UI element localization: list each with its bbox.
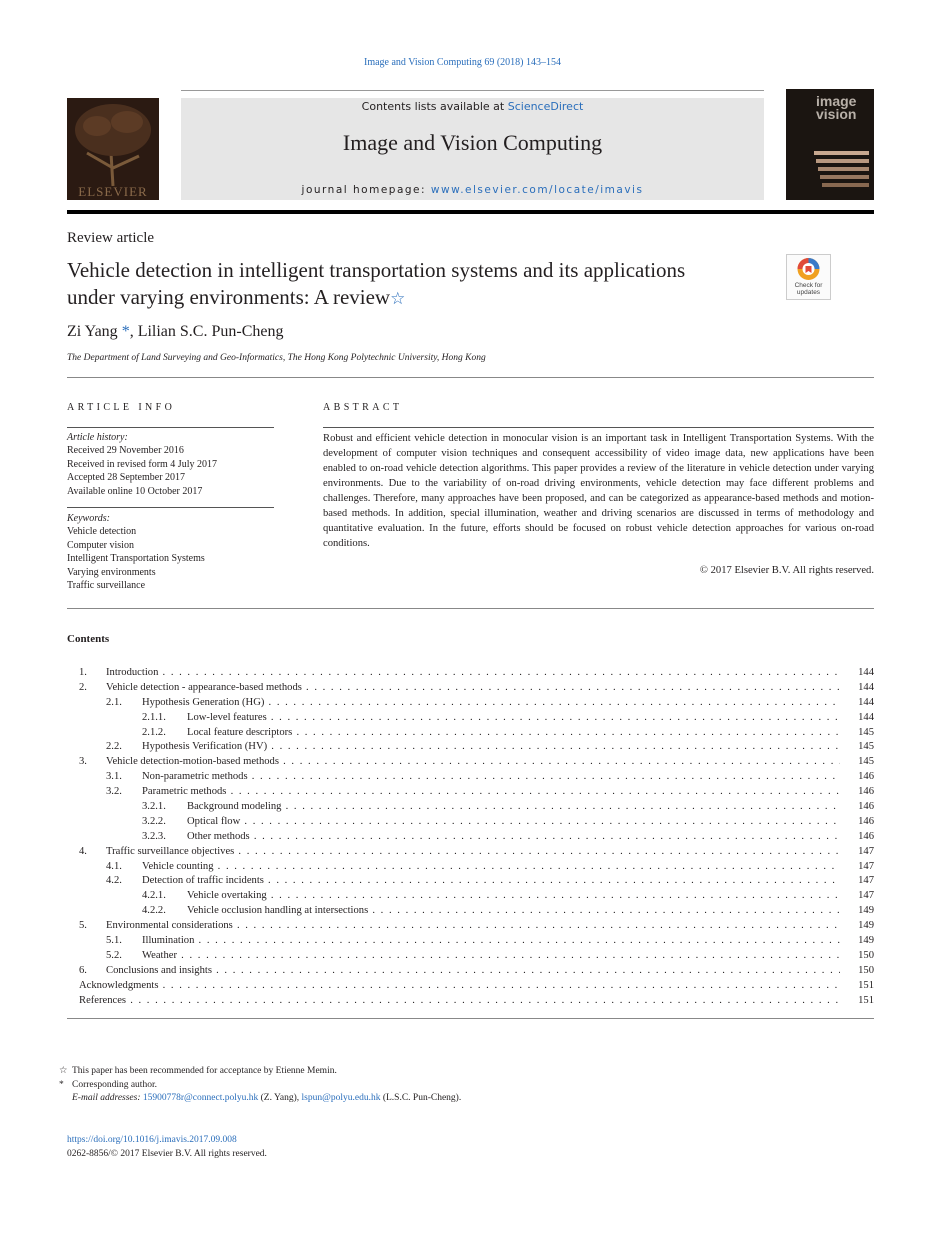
- toc-entry-title[interactable]: References . . .: [79, 994, 840, 1009]
- toc-entry[interactable]: [67, 800, 874, 815]
- history-item: Received in revised form 4 July 2017: [67, 458, 217, 470]
- banner-top-rule: [181, 90, 764, 91]
- journal-cover-thumbnail: [786, 89, 874, 200]
- toc-entry-number: 5.1.: [106, 935, 122, 947]
- divider: [67, 377, 874, 378]
- toc-entry[interactable]: [67, 874, 874, 889]
- divider: [67, 608, 874, 609]
- toc-entry-number: 1.: [79, 667, 87, 678]
- toc-entry[interactable]: [67, 770, 874, 785]
- toc-entry[interactable]: [67, 889, 874, 904]
- toc-entry[interactable]: [67, 815, 874, 830]
- affiliation: The Department of Land Surveying and Geo-Informatics, The Hong Kong Polytechnic University, Hong Kong: [67, 353, 486, 363]
- toc-entry[interactable]: [67, 979, 874, 994]
- elsevier-logo: [67, 98, 159, 200]
- toc-entry-title[interactable]: Detection of traffic incidents . . .: [142, 874, 840, 889]
- toc-entry-number: 6.: [79, 964, 87, 976]
- keyword: Traffic surveillance: [67, 580, 146, 592]
- toc-entry-number: 3.: [79, 756, 87, 768]
- toc-entry-page: 144: [858, 711, 874, 723]
- article-type: Review article: [67, 230, 155, 246]
- toc-entry[interactable]: [67, 726, 874, 741]
- contents-available-line: [181, 100, 764, 113]
- abstract-copyright: © 2017 Elsevier B.V. All rights reserved.: [699, 565, 874, 576]
- toc-entry[interactable]: [67, 755, 874, 770]
- toc-entry-page: 149: [858, 935, 874, 947]
- divider: [323, 427, 874, 428]
- toc-entry[interactable]: [67, 860, 874, 875]
- toc-entry-page: 145: [858, 741, 874, 753]
- toc-entry[interactable]: [67, 696, 874, 711]
- cover-title: image vision: [816, 93, 857, 122]
- toc-entry-number: 2.: [79, 681, 87, 693]
- toc-entry-title[interactable]: Weather . . .: [142, 949, 840, 964]
- toc-entry[interactable]: [67, 845, 874, 860]
- toc-entry[interactable]: [67, 681, 874, 696]
- article-title-text: Vehicle detection in intelligent transportation systems and its applications under varying environments: A review: [67, 258, 686, 309]
- author-list: [67, 323, 283, 341]
- toc-entry-title[interactable]: Hypothesis Verification (HV) . . .: [142, 740, 840, 755]
- toc-entry-page: 147: [858, 860, 874, 872]
- toc-entry-page: 146: [858, 830, 874, 842]
- toc-entry-page: 151: [858, 979, 874, 991]
- keywords: [67, 512, 205, 592]
- abstract-heading: ABSTRACT: [323, 402, 403, 413]
- keyword: Computer vision: [67, 539, 134, 551]
- elsevier-logo-text: ELSEVIER: [78, 184, 148, 199]
- footnote-star-mark: ☆: [59, 1066, 68, 1076]
- toc-entry[interactable]: [67, 994, 874, 1009]
- issn-copyright: 0262-8856/© 2017 Elsevier B.V. All rights reserved.: [67, 1149, 267, 1159]
- toc-entry-page: 147: [858, 890, 874, 902]
- journal-homepage-line: [181, 184, 764, 196]
- keyword: Varying environments: [67, 566, 156, 578]
- journal-banner: [181, 98, 764, 200]
- check-updates-label: Check for updates: [794, 282, 823, 296]
- toc-entry[interactable]: [67, 964, 874, 979]
- toc-entry[interactable]: [67, 904, 874, 919]
- journal-reference-link[interactable]: Image and Vision Computing 69 (2018) 143–154: [364, 57, 561, 68]
- toc-entry-page: 147: [858, 875, 874, 887]
- email-name-pun-cheng: (L.S.C. Pun-Cheng).: [380, 1093, 462, 1103]
- header-thick-rule: [67, 210, 874, 214]
- doi-link[interactable]: https://doi.org/10.1016/j.imavis.2017.09.008: [67, 1135, 237, 1145]
- journal-name: Image and Vision Computing: [342, 130, 603, 155]
- footnotes: [59, 1065, 462, 1106]
- toc-entry[interactable]: [67, 666, 874, 681]
- toc-entry[interactable]: [67, 949, 874, 964]
- toc-entry-title[interactable]: Local feature descriptors . . .: [187, 726, 840, 741]
- toc-entry-number: 4.1.: [106, 860, 122, 872]
- toc-entry-number: 3.1.: [106, 771, 122, 783]
- table-of-contents: [67, 666, 874, 1008]
- toc-entry-title[interactable]: Parametric methods . . .: [142, 785, 840, 800]
- toc-entry-title[interactable]: Vehicle overtaking . . .: [187, 889, 840, 904]
- toc-entry-page: 146: [858, 801, 874, 813]
- toc-entry-title[interactable]: Non-parametric methods . . .: [142, 770, 840, 785]
- footnote-star: [59, 1065, 461, 1079]
- toc-entry-title[interactable]: Acknowledgments . . .: [79, 979, 840, 994]
- sciencedirect-link[interactable]: ScienceDirect: [507, 100, 584, 113]
- article-info-heading: ARTICLE INFO: [67, 402, 176, 413]
- toc-entry-title[interactable]: Other methods . . .: [187, 830, 840, 845]
- toc-entry-title[interactable]: Vehicle detection-motion-based methods . . .: [106, 755, 840, 770]
- toc-entry-number: 2.1.1.: [142, 711, 166, 723]
- corresponding-author-mark[interactable]: *: [117, 323, 130, 340]
- toc-entry[interactable]: [67, 919, 874, 934]
- toc-entry-title[interactable]: Vehicle counting . . .: [142, 860, 840, 875]
- keyword: Vehicle detection: [67, 526, 137, 538]
- contents-available-text: Contents lists available at: [361, 100, 508, 113]
- toc-entry-page: 150: [858, 964, 874, 976]
- history-item: Accepted 28 September 2017: [67, 472, 186, 484]
- footnote-emails: [72, 1092, 461, 1106]
- footnote-corr-mark: *: [59, 1079, 64, 1090]
- toc-entry[interactable]: [67, 934, 874, 949]
- toc-entry-page: 144: [858, 696, 874, 708]
- email-link-yang[interactable]: 15900778r@connect.polyu.hk: [142, 1093, 259, 1103]
- toc-entry-number: 4.: [79, 845, 87, 857]
- divider: [67, 507, 274, 508]
- toc-entry-number: 4.2.: [106, 875, 122, 887]
- author-separator: ,: [129, 323, 138, 340]
- toc-entry-title[interactable]: Background modeling . . .: [187, 800, 840, 815]
- toc-entry-number: 3.2.2.: [142, 815, 166, 827]
- toc-entry[interactable]: [67, 785, 874, 800]
- toc-entry-title[interactable]: Illumination . . .: [142, 934, 840, 949]
- email-name-yang: (Z. Yang),: [258, 1093, 302, 1103]
- keyword: Intelligent Transportation Systems: [67, 553, 205, 565]
- email-link-pun-cheng[interactable]: lspun@polyu.edu.hk: [301, 1093, 381, 1103]
- toc-entry-number: 5.2.: [106, 949, 122, 961]
- contents-heading: Contents: [67, 633, 110, 645]
- toc-entry-page: 151: [858, 994, 874, 1006]
- toc-entry-number: 3.2.: [106, 786, 122, 798]
- toc-entry-title[interactable]: Hypothesis Generation (HG) . . .: [142, 696, 840, 711]
- toc-entry-page: 145: [858, 726, 874, 738]
- toc-entry-title[interactable]: Low-level features . . .: [187, 711, 840, 726]
- check-updates-icon: [787, 255, 830, 285]
- toc-entry[interactable]: [67, 711, 874, 726]
- toc-entry-page: 150: [858, 949, 874, 961]
- history-item: Available online 10 October 2017: [67, 485, 203, 497]
- toc-entry-number: 2.1.: [106, 696, 122, 708]
- toc-entry-page: 144: [858, 667, 874, 678]
- keywords-heading: Keywords:: [67, 513, 110, 524]
- toc-entry-title[interactable]: Vehicle detection - appearance-based methods . . .: [106, 681, 840, 696]
- toc-entry-page: 147: [858, 845, 874, 857]
- article-title: [67, 257, 727, 312]
- title-footnote-star[interactable]: ☆: [390, 289, 406, 308]
- history-heading: Article history:: [67, 432, 128, 443]
- history-item: Received 29 November 2016: [67, 445, 184, 457]
- toc-entry-number: 4.2.1.: [142, 890, 166, 902]
- divider: [67, 427, 274, 428]
- footnote-star-text: This paper has been recommended for acceptance by Etienne Memin.: [72, 1066, 337, 1076]
- toc-entry-number: 3.2.1.: [142, 801, 166, 813]
- toc-entry-number: 3.2.3.: [142, 830, 166, 842]
- toc-entry-page: 149: [858, 905, 874, 917]
- toc-entry-number: 5.: [79, 920, 87, 932]
- toc-entry-number: 4.2.2.: [142, 905, 166, 917]
- toc-entry-page: 149: [858, 920, 874, 932]
- abstract-text: Robust and efficient vehicle detection in monocular vision is an important task in Intelligent Transportation Systems. With the development of computer vision techniques and consequent accessibility of video image data, new applications have been enabled to on-road vehicle detection algorithms. This paper provides a review of the literature in vehicle detection under varying environments. Due to the variability of on-road driving environments, vehicle detection may face different problems and challenges. Therefore, many approaches have been proposed, and can be categorized as appearance-based methods and motion-based methods. In addition, special illumination, weather and driving scenarios are discussed in terms of methodology and quantitative evaluation. In the future, efforts should be focused on robust vehicle detection approaches for various on-road conditions.: [323, 433, 874, 549]
- toc-entry-title[interactable]: Optical flow . . .: [187, 815, 840, 830]
- toc-entry-page: 144: [858, 681, 874, 693]
- check-for-updates-badge[interactable]: [786, 254, 831, 300]
- footnote-corresponding: [59, 1079, 461, 1093]
- toc-entry[interactable]: [67, 740, 874, 755]
- homepage-link[interactable]: www.elsevier.com/locate/imavis: [430, 184, 644, 196]
- cover-art: [786, 89, 874, 200]
- footnote-corr-text: Corresponding author.: [72, 1079, 157, 1090]
- toc-entry-title[interactable]: Traffic surveillance objectives . . .: [106, 845, 840, 860]
- author-2: Lilian S.C. Pun-Cheng: [137, 323, 284, 340]
- toc-entry-page: 146: [858, 815, 874, 827]
- toc-entry-page: 146: [858, 786, 874, 798]
- toc-entry-page: 146: [858, 771, 874, 783]
- toc-entry-number: 2.1.2.: [142, 726, 166, 738]
- email-label: E-mail addresses:: [72, 1093, 141, 1103]
- author-1: Zi Yang: [67, 323, 118, 340]
- toc-entry-title[interactable]: Vehicle occlusion handling at intersections . . .: [187, 904, 840, 919]
- toc-entry[interactable]: [67, 830, 874, 845]
- divider: [67, 1018, 874, 1019]
- toc-entry-title[interactable]: Conclusions and insights . . .: [106, 964, 840, 979]
- toc-entry-number: 2.2.: [106, 741, 122, 753]
- toc-entry-title[interactable]: Introduction . . .: [106, 666, 840, 681]
- article-history: [67, 431, 217, 498]
- toc-entry-title[interactable]: Environmental considerations . . .: [106, 919, 840, 934]
- homepage-label: journal homepage:: [301, 184, 431, 196]
- toc-entry-page: 145: [858, 756, 874, 768]
